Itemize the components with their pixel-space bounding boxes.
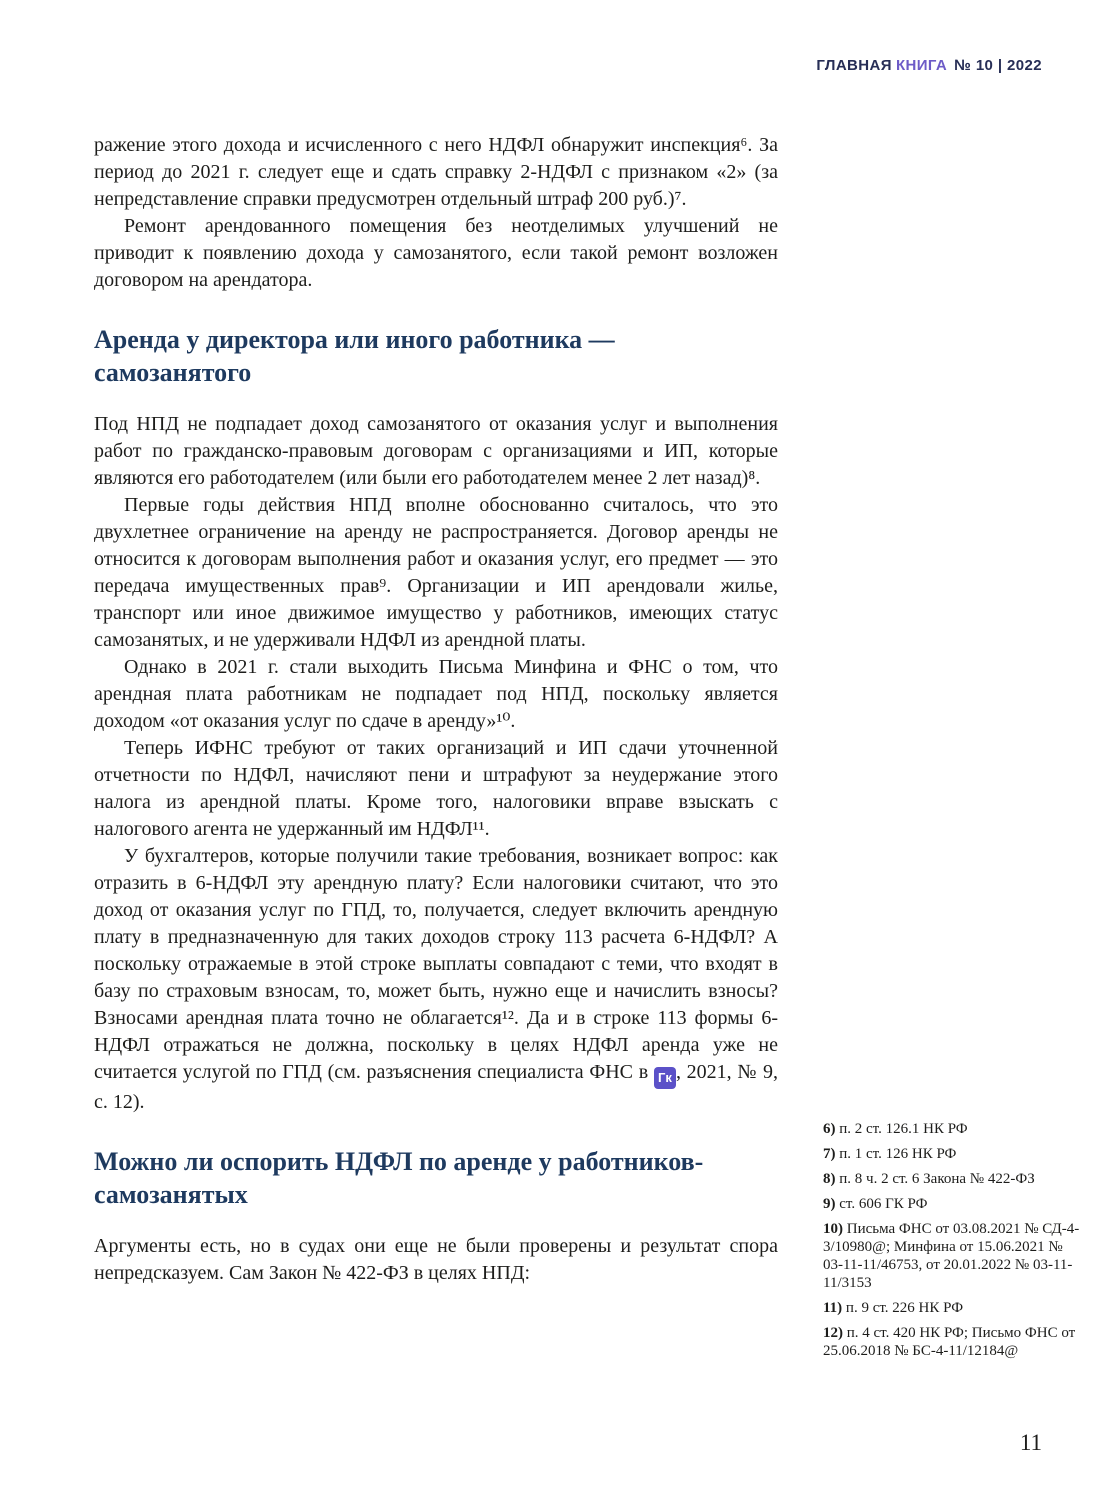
body-paragraph: Под НПД не подпадает доход самозанятого от оказания услуг и выполнения работ по гражданско-правовым договорам с организациями и ИП, которые являются его работодателем (или были его работодателем менее 2 лет назад)⁸. [94,413,778,489]
footnote-item [823,1324,1081,1360]
issue-number: № 10 | 2022 [954,57,1042,74]
paragraph-text-after-icon: , 2021, № 9, с. 12). [94,1061,778,1113]
footnote-number: 12) [823,1325,843,1341]
footnote-text: п. 9 ст. 226 НК РФ [845,1300,964,1316]
footnote-text: ст. 606 ГК РФ [839,1196,928,1212]
section-title-rent-from-director: Аренда у директора или иного работника — самозанятого [94,325,615,387]
article-body [94,132,778,1287]
body-paragraph: Ремонт арендованного помещения без неотделимых улучшений не приводит к появлению дохода у самозанятого, если такой ремонт возложен договором на арендатора. [94,215,778,291]
body-paragraph-with-icon [94,843,778,1116]
footnote-text: п. 8 ч. 2 ст. 6 Закона № 422-ФЗ [839,1171,1035,1187]
footnote-number: 8) [823,1171,836,1187]
footnote-number: 7) [823,1146,836,1162]
footnote-text: п. 4 ст. 420 НК РФ; Письмо ФНС от 25.06.2018 № БС-4-11/12184@ [823,1325,1076,1359]
footnote-item [823,1170,1081,1188]
page-number: 11 [1019,1430,1042,1455]
body-paragraph: Однако в 2021 г. стали выходить Письма Минфина и ФНС о том, что арендная плата работникам не подпадает под НПД, поскольку является доходом «от оказания услуг по сдаче в аренду»¹⁰. [94,656,778,732]
footnote-item [823,1120,1081,1138]
footnotes-column [823,1120,1081,1367]
section-title-dispute-ndfl: Можно ли оспорить НДФЛ по аренде у работников-самозанятых [94,1147,704,1209]
footnote-item [823,1195,1081,1213]
footnote-number: 11) [823,1300,843,1316]
footnote-item [823,1220,1081,1292]
magazine-brand-accent: КНИГА [895,57,948,74]
body-paragraph: Теперь ИФНС требуют от таких организаций и ИП сдачи уточненной отчетности по НДФЛ, начисляют пени и штрафуют за неудержание этого налога из арендной платы. Кроме того, налоговики вправе взыскать с налогового агента не удержанный им НДФЛ¹¹. [94,737,778,840]
footnote-item [823,1299,1081,1317]
footnote-number: 10) [823,1221,843,1237]
body-paragraph: Аргументы есть, но в судах они еще не были проверены и результат спора непредсказуем. Сам Закон № 422-ФЗ в целях НПД: [94,1235,778,1284]
magazine-brand-primary: ГЛАВНАЯ [816,57,892,74]
body-paragraph: ражение этого дохода и исчисленного с него НДФЛ обнаружит инспекция⁶. За период до 2021 г. следует еще и сдать справку 2-НДФЛ с признаком «2» (за непредставление справки предусмотрен отдельный штраф 200 руб.)⁷. [94,134,778,210]
footnote-text: Письма ФНС от 03.08.2021 № СД-4-3/10980@; Минфина от 15.06.2021 № 03-11-11/46753, от 20.01.2022 № 03-11-11/3153 [823,1221,1080,1291]
paragraph-text-before-icon: У бухгалтеров, которые получили такие требования, возникает вопрос: как отразить в 6-НДФЛ эту арендную плату? Если налоговики считают, что это доход от оказания услуг по ГПД, то, получается, следует включить арендную плату в предназначенную для таких доходов строку 113 расчета 6-НДФЛ? А поскольку отражаемые в этой строке выплаты совпадают с теми, что входят в базу по страховым взносам, то, может быть, нужно еще и начислить взносы? Взносами арендная плата точно не облагается¹². Да и в строке 113 формы 6-НДФЛ отражаться не должна, поскольку в целях НДФЛ аренда уже не считается услугой по ГПД (см. разъяснения специалиста ФНС в [94,845,778,1083]
gk-icon-label: Гк [657,1070,672,1085]
page-header [816,57,1042,74]
footnote-item [823,1145,1081,1163]
footnote-text: п. 1 ст. 126 НК РФ [839,1146,957,1162]
footnote-number: 9) [823,1196,836,1212]
gk-magazine-icon [654,1067,676,1089]
footnote-text: п. 2 ст. 126.1 НК РФ [839,1121,968,1137]
body-paragraph: Первые годы действия НПД вполне обоснованно считалось, что это двухлетнее ограничение на аренду не распространяется. Договор аренды не относится к договорам выполнения работ и оказания услуг, его предмет — это передача имущественных прав⁹. Организации и ИП арендовали жилье, транспорт или иное движимое имущество у работников, имеющих статус самозанятых, и не удерживали НДФЛ из арендной платы. [94,494,778,651]
footnote-number: 6) [823,1121,836,1137]
